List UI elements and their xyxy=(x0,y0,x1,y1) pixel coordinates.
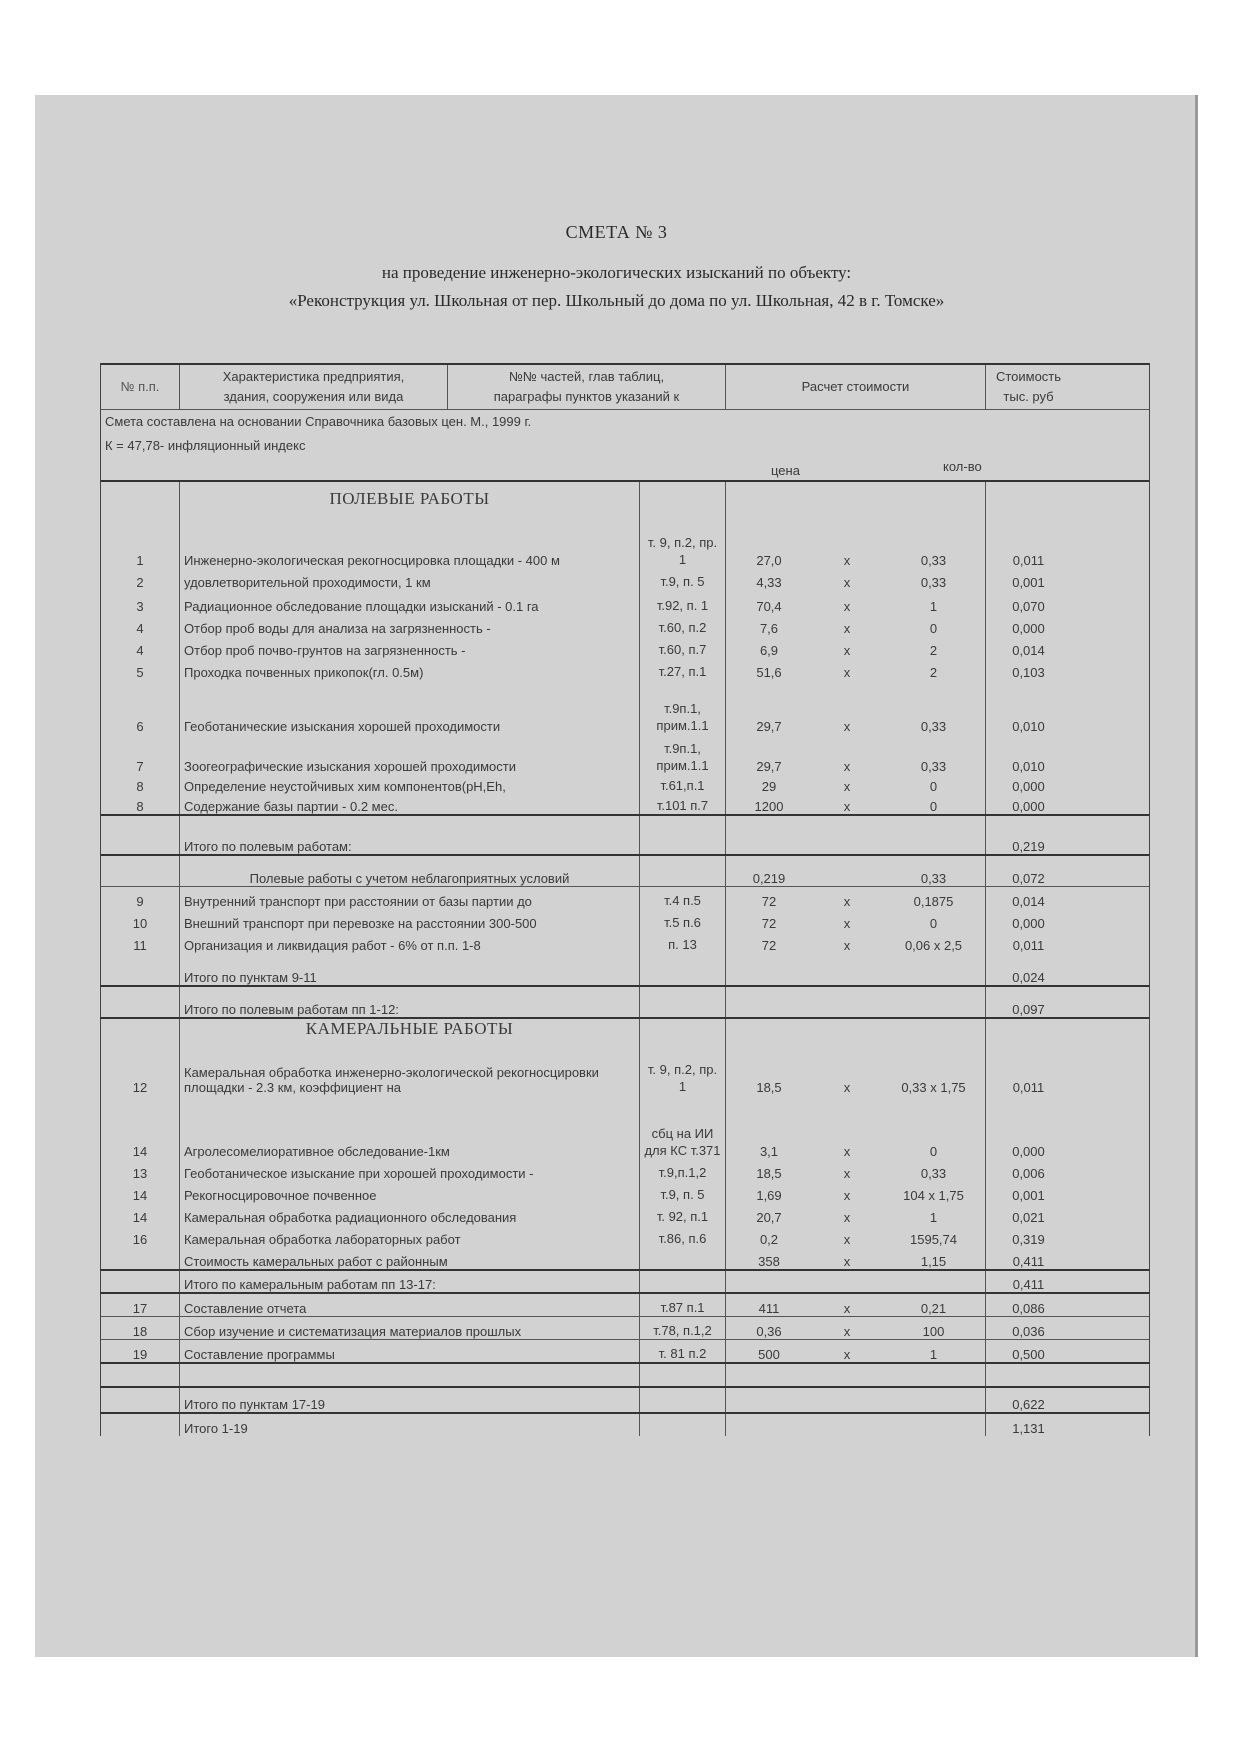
table-row xyxy=(100,909,1150,931)
row-cost: 0,000 xyxy=(1012,621,1045,636)
field-grand-total-row xyxy=(100,985,1150,1019)
row-description: Камеральная обработка инженерно-экологической рекогносцировки площадки - 2.3 км, коэффициент на xyxy=(180,1039,640,1095)
row-quantity: 0 xyxy=(882,614,986,636)
row-cost: 0,001 xyxy=(1012,1188,1045,1203)
row-reference: т.101 п.7 xyxy=(640,794,726,814)
note-index: К = 47,78- инфляционный индекс xyxy=(105,438,306,453)
row-number: 14 xyxy=(101,1095,180,1159)
cell-empty xyxy=(726,1364,812,1386)
cell-empty xyxy=(180,1364,640,1386)
row-multiply-sign: x xyxy=(843,1254,851,1269)
cell-empty xyxy=(986,1019,1071,1039)
cell-empty xyxy=(640,1414,726,1436)
row-number: 8 xyxy=(101,794,180,814)
table-row xyxy=(100,1159,1150,1181)
table-row xyxy=(100,516,1150,568)
table-row xyxy=(100,1316,1150,1339)
row-price: 70,4 xyxy=(756,599,782,614)
estimate-table xyxy=(100,363,1150,1436)
row-cost: 0,036 xyxy=(1012,1324,1045,1339)
document-object: «Реконструкция ул. Школьная от пер. Школьный до дома по ул. Школьная, 42 в г. Томске» xyxy=(288,291,945,310)
row-reference: т.9,п.1,2 xyxy=(640,1159,726,1181)
row-quantity: 0,21 xyxy=(882,1294,986,1316)
cell-empty xyxy=(101,987,180,1017)
row-reference xyxy=(640,1247,726,1269)
row-quantity: 1595,74 xyxy=(882,1225,986,1247)
transport-rows xyxy=(100,887,1150,953)
row-description: удовлетворительной проходимости, 1 км xyxy=(180,568,640,590)
row-number: 6 xyxy=(101,680,180,734)
grand-total-value: 1,131 xyxy=(1012,1421,1045,1436)
cell-empty xyxy=(986,482,1071,516)
table-row xyxy=(100,568,1150,590)
field-grand-total-value: 0,097 xyxy=(1012,1002,1045,1017)
cell-empty xyxy=(882,987,986,1017)
row-price: 3,1 xyxy=(759,1144,779,1159)
row-quantity: 0 xyxy=(882,774,986,794)
row-description: Составление программы xyxy=(180,1340,640,1362)
row-number: 5 xyxy=(101,658,180,680)
row-cost: 0,011 xyxy=(1012,1080,1045,1095)
row-reference: т.86, п.6 xyxy=(640,1225,726,1247)
row-reference: т. 81 п.2 xyxy=(640,1340,726,1362)
document-title: СМЕТА № 3 xyxy=(565,222,668,242)
row-cost: 0,000 xyxy=(1012,799,1045,814)
row-price: 27,0 xyxy=(756,553,782,568)
row-description: Геоботаническое изыскание при хорошей проходимости - xyxy=(180,1159,640,1181)
row-reference: т.9, п. 5 xyxy=(640,1181,726,1203)
label-price: цена xyxy=(771,463,800,478)
row-multiply-sign: x xyxy=(843,1232,851,1247)
cell-empty xyxy=(101,856,180,886)
cell-empty xyxy=(640,1271,726,1292)
office-total-value: 0,411 xyxy=(1012,1277,1045,1292)
row-number: 16 xyxy=(101,1225,180,1247)
table-header xyxy=(100,363,1150,410)
row-price: 7,6 xyxy=(759,621,779,636)
row-cost: 0,014 xyxy=(1012,894,1045,909)
header-no: № п.п. xyxy=(101,365,180,409)
cell-empty xyxy=(726,482,812,516)
row-number: 3 xyxy=(101,590,180,614)
row-cost: 0,319 xyxy=(1012,1232,1045,1247)
cell-empty xyxy=(726,987,812,1017)
cell-empty xyxy=(726,1019,812,1039)
field-adjusted-price: 0,219 xyxy=(752,871,786,886)
row-quantity: 0,33 x 1,75 xyxy=(882,1039,986,1095)
row-quantity: 1 xyxy=(882,590,986,614)
cell-empty xyxy=(812,1364,882,1386)
header-calc: Расчет стоимости xyxy=(726,365,986,409)
row-reference: т.61,п.1 xyxy=(640,774,726,794)
cell-empty xyxy=(882,1388,986,1412)
cell-empty xyxy=(101,482,180,516)
table-row xyxy=(100,658,1150,680)
row-number: 12 xyxy=(101,1039,180,1095)
transport-total-label: Итого по пунктам 9-11 xyxy=(180,953,640,985)
row-quantity: 0 xyxy=(882,794,986,814)
row-cost: 0,010 xyxy=(1012,759,1045,774)
row-cost: 0,011 xyxy=(1012,553,1045,568)
row-cost: 0,500 xyxy=(1012,1347,1045,1362)
cell-empty xyxy=(101,1271,180,1292)
cell-empty xyxy=(640,482,726,516)
cell-empty xyxy=(882,816,986,854)
row-cost: 0,000 xyxy=(1012,916,1045,931)
row-price: 411 xyxy=(758,1301,780,1316)
row-number: 18 xyxy=(101,1317,180,1339)
cell-empty xyxy=(101,953,180,985)
row-price: 29 xyxy=(761,779,777,794)
row-price: 358 xyxy=(758,1254,780,1269)
cell-empty xyxy=(101,1388,180,1412)
cell-empty xyxy=(726,1271,812,1292)
row-quantity: 0,33 xyxy=(882,1159,986,1181)
row-reference: т. 9, п.2, пр. 1 xyxy=(640,516,726,568)
header-cost-line1: Стоимость xyxy=(995,369,1062,384)
row-price: 72 xyxy=(761,916,777,931)
cell-empty xyxy=(640,1364,726,1386)
cell-empty xyxy=(812,953,882,985)
cell-empty xyxy=(882,1271,986,1292)
table-row xyxy=(100,1225,1150,1247)
table-row xyxy=(100,1292,1150,1316)
section-office-header xyxy=(100,1019,1150,1039)
row-number: 10 xyxy=(101,909,180,931)
row-multiply-sign: x xyxy=(843,779,851,794)
table-notes xyxy=(100,410,1150,482)
row-number: 11 xyxy=(101,931,180,953)
cell-empty xyxy=(640,1388,726,1412)
final-rows xyxy=(100,1292,1150,1362)
cell-empty xyxy=(101,1414,180,1436)
row-number: 7 xyxy=(101,734,180,774)
row-price: 0,36 xyxy=(756,1324,782,1339)
row-quantity: 1,15 xyxy=(882,1247,986,1269)
row-multiply-sign: x xyxy=(843,1144,851,1159)
row-multiply-sign: x xyxy=(843,553,851,568)
row-number: 13 xyxy=(101,1159,180,1181)
table-row xyxy=(100,614,1150,636)
table-row xyxy=(100,1203,1150,1225)
row-price: 20,7 xyxy=(756,1210,782,1225)
row-quantity: 1 xyxy=(882,1203,986,1225)
row-multiply-sign: x xyxy=(843,916,851,931)
cell-empty xyxy=(640,856,726,886)
field-adjusted-qty: 0,33 xyxy=(882,856,986,886)
grand-total-label: Итого 1-19 xyxy=(180,1414,640,1436)
row-multiply-sign: x xyxy=(843,1347,851,1362)
row-cost: 0,411 xyxy=(1012,1254,1045,1269)
field-rows xyxy=(100,516,1150,814)
row-quantity: 0,33 xyxy=(882,680,986,734)
row-quantity: 0,33 xyxy=(882,568,986,590)
row-multiply-sign: x xyxy=(843,1301,851,1316)
table-row xyxy=(100,794,1150,814)
cell-empty xyxy=(882,1414,986,1436)
row-number: 19 xyxy=(101,1340,180,1362)
row-description: Камеральная обработка радиационного обследования xyxy=(180,1203,640,1225)
header-desc xyxy=(180,365,448,409)
row-multiply-sign: x xyxy=(843,719,851,734)
row-description: Отбор проб воды для анализа на загрязненность - xyxy=(180,614,640,636)
table-row xyxy=(100,636,1150,658)
field-total-value: 0,219 xyxy=(1012,839,1045,854)
office-total-label: Итого по камеральным работам пп 13-17: xyxy=(180,1271,640,1292)
row-description: Проходка почвенных прикопок(гл. 0.5м) xyxy=(180,658,640,680)
row-cost: 0,000 xyxy=(1012,779,1045,794)
row-reference: т. 92, п.1 xyxy=(640,1203,726,1225)
field-total-row xyxy=(100,814,1150,854)
row-price: 0,2 xyxy=(759,1232,779,1247)
row-description: Стоимость камеральных работ с районным xyxy=(180,1247,640,1269)
row-reference: т.27, п.1 xyxy=(640,658,726,680)
row-description: Отбор проб почво-грунтов на загрязненность - xyxy=(180,636,640,658)
transport-total-row xyxy=(100,953,1150,985)
table-row xyxy=(100,774,1150,794)
row-reference: т. 9, п.2, пр. 1 xyxy=(640,1039,726,1095)
row-number: 1 xyxy=(101,516,180,568)
office-rows xyxy=(100,1039,1150,1269)
cell-empty xyxy=(101,1019,180,1039)
field-grand-total-label: Итого по полевым работам пп 1-12: xyxy=(180,987,640,1017)
row-cost: 0,086 xyxy=(1012,1301,1045,1316)
row-multiply-sign: x xyxy=(843,575,851,590)
row-multiply-sign: x xyxy=(843,799,851,814)
row-multiply-sign: x xyxy=(843,759,851,774)
office-total-row xyxy=(100,1269,1150,1292)
row-quantity: 0,33 xyxy=(882,734,986,774)
cell-empty xyxy=(812,1271,882,1292)
note-source: Смета составлена на основании Справочника базовых цен. М., 1999 г. xyxy=(105,414,532,429)
page-edge-shadow xyxy=(1195,95,1198,1657)
row-quantity: 2 xyxy=(882,636,986,658)
row-description: Инженерно-экологическая рекогносцировка площадки - 400 м xyxy=(180,516,640,568)
header-ref xyxy=(448,365,726,409)
row-multiply-sign: x xyxy=(843,621,851,636)
section-office-title: КАМЕРАЛЬНЫЕ РАБОТЫ xyxy=(180,1019,640,1039)
section-field-title: ПОЛЕВЫЕ РАБОТЫ xyxy=(180,482,640,516)
cell-empty xyxy=(812,1388,882,1412)
row-price: 29,7 xyxy=(756,719,782,734)
table-row xyxy=(100,887,1150,909)
row-cost: 0,001 xyxy=(1012,575,1045,590)
row-multiply-sign: x xyxy=(843,665,851,680)
row-quantity: 0,1875 xyxy=(882,887,986,909)
row-number: 2 xyxy=(101,568,180,590)
cell-empty xyxy=(640,1019,726,1039)
header-cost-line2: тыс. руб xyxy=(1003,389,1054,404)
row-number: 9 xyxy=(101,887,180,909)
row-number: 4 xyxy=(101,614,180,636)
cell-empty xyxy=(812,1414,882,1436)
cell-empty xyxy=(812,856,882,886)
row-price: 18,5 xyxy=(756,1080,782,1095)
row-cost: 0,011 xyxy=(1012,938,1045,953)
final-total-label: Итого по пунктам 17-19 xyxy=(180,1388,640,1412)
table-row xyxy=(100,734,1150,774)
row-price: 500 xyxy=(758,1347,780,1362)
row-multiply-sign: x xyxy=(843,1080,851,1095)
row-reference: т.9п.1, прим.1.1 xyxy=(640,680,726,734)
row-multiply-sign: x xyxy=(843,894,851,909)
row-quantity: 0 xyxy=(882,909,986,931)
header-desc-line2: здания, сооружения или вида xyxy=(223,389,404,404)
label-qty: кол-во xyxy=(943,459,982,474)
row-quantity: 100 xyxy=(882,1317,986,1339)
table-row xyxy=(100,1247,1150,1269)
row-multiply-sign: x xyxy=(843,1210,851,1225)
transport-total-value: 0,024 xyxy=(1012,970,1045,985)
row-quantity: 0,06 x 2,5 xyxy=(882,931,986,953)
field-adjusted-row xyxy=(100,854,1150,887)
header-ref-line2: параграфы пунктов указаний к xyxy=(493,389,680,404)
final-total-row xyxy=(100,1386,1150,1412)
row-reference: т.9, п. 5 xyxy=(640,568,726,590)
cell-empty xyxy=(882,1019,986,1039)
row-description: Внутренний транспорт при расстоянии от базы партии до xyxy=(180,887,640,909)
row-number: 14 xyxy=(101,1203,180,1225)
table-row xyxy=(100,680,1150,734)
row-multiply-sign: x xyxy=(843,599,851,614)
field-adjusted-label: Полевые работы с учетом неблагоприятных условий xyxy=(180,856,640,886)
row-price: 72 xyxy=(761,894,777,909)
row-reference: т.60, п.2 xyxy=(640,614,726,636)
row-cost: 0,021 xyxy=(1012,1210,1045,1225)
row-cost: 0,070 xyxy=(1012,599,1045,614)
row-quantity: 0 xyxy=(882,1095,986,1159)
row-price: 1200 xyxy=(754,799,784,814)
final-total-value: 0,622 xyxy=(1012,1397,1045,1412)
row-description: Внешний транспорт при перевозке на расстоянии 300-500 xyxy=(180,909,640,931)
cell-empty xyxy=(986,1364,1071,1386)
row-reference: п. 13 xyxy=(640,931,726,953)
row-description: Сбор изучение и систематизация материалов прошлых xyxy=(180,1317,640,1339)
row-number: 4 xyxy=(101,636,180,658)
row-price: 29,7 xyxy=(756,759,782,774)
row-price: 1,69 xyxy=(756,1188,782,1203)
row-price: 18,5 xyxy=(756,1166,782,1181)
cell-empty xyxy=(726,1414,812,1436)
row-reference: т.78, п.1,2 xyxy=(640,1317,726,1339)
cell-empty xyxy=(101,1364,180,1386)
row-description: Составление отчета xyxy=(180,1294,640,1316)
row-reference: т.60, п.7 xyxy=(640,636,726,658)
row-price: 72 xyxy=(761,938,777,953)
row-cost: 0,014 xyxy=(1012,643,1045,658)
grand-total-row xyxy=(100,1412,1150,1436)
document-subtitle: на проведение инженерно-экологических изысканий по объекту: xyxy=(381,263,852,282)
table-row xyxy=(100,1339,1150,1362)
cell-empty xyxy=(726,816,812,854)
row-number: 8 xyxy=(101,774,180,794)
cell-empty xyxy=(640,953,726,985)
field-adjusted-value: 0,072 xyxy=(1012,871,1045,886)
row-quantity: 0,33 xyxy=(882,516,986,568)
header-cost xyxy=(986,365,1071,409)
row-description: Радиационное обследование площадки изысканий - 0.1 га xyxy=(180,590,640,614)
row-quantity: 1 xyxy=(882,1340,986,1362)
row-cost: 0,103 xyxy=(1012,665,1045,680)
row-number: 14 xyxy=(101,1181,180,1203)
scanned-page xyxy=(35,95,1198,1657)
field-total-label: Итого по полевым работам: xyxy=(180,816,640,854)
row-description: Определение неустойчивых хим компонентов(pH,Eh, xyxy=(180,774,640,794)
table-row xyxy=(100,931,1150,953)
cell-empty xyxy=(640,816,726,854)
row-reference: т.5 п.6 xyxy=(640,909,726,931)
row-description: Организация и ликвидация работ - 6% от п.п. 1-8 xyxy=(180,931,640,953)
row-cost: 0,010 xyxy=(1012,719,1045,734)
cell-empty xyxy=(882,482,986,516)
row-description: Агролесомелиоративное обследование-1км xyxy=(180,1095,640,1159)
row-description: Зоогеографические изыскания хорошей проходимости xyxy=(180,734,640,774)
row-description: Геоботанические изыскания хорошей проходимости xyxy=(180,680,640,734)
cell-empty xyxy=(726,1388,812,1412)
table-row xyxy=(100,590,1150,614)
cell-empty xyxy=(726,953,812,985)
row-multiply-sign: x xyxy=(843,643,851,658)
row-reference: т.87 п.1 xyxy=(640,1294,726,1316)
blank-row xyxy=(100,1362,1150,1386)
table-row xyxy=(100,1039,1150,1095)
row-number: 17 xyxy=(101,1294,180,1316)
cell-empty xyxy=(101,816,180,854)
cell-empty xyxy=(882,953,986,985)
row-reference: сбц на ИИ для КС т.371 xyxy=(640,1095,726,1159)
row-quantity: 104 x 1,75 xyxy=(882,1181,986,1203)
row-multiply-sign: x xyxy=(843,938,851,953)
cell-empty xyxy=(812,1019,882,1039)
cell-empty xyxy=(640,987,726,1017)
row-description: Камеральная обработка лабораторных работ xyxy=(180,1225,640,1247)
header-desc-line1: Характеристика предприятия, xyxy=(222,369,405,384)
row-description: Рекогносцировочное почвенное xyxy=(180,1181,640,1203)
row-price: 4,33 xyxy=(756,575,782,590)
cell-empty xyxy=(812,987,882,1017)
row-cost: 0,000 xyxy=(1012,1144,1045,1159)
cell-empty xyxy=(812,482,882,516)
table-row xyxy=(100,1181,1150,1203)
row-price: 6,9 xyxy=(759,643,779,658)
table-row xyxy=(100,1095,1150,1159)
header-ref-line1: №№ частей, глав таблиц, xyxy=(508,369,665,384)
row-multiply-sign: x xyxy=(843,1166,851,1181)
row-description: Содержание базы партии - 0.2 мес. xyxy=(180,794,640,814)
row-multiply-sign: x xyxy=(843,1324,851,1339)
cell-empty xyxy=(882,1364,986,1386)
row-number xyxy=(101,1247,180,1269)
cell-empty xyxy=(812,816,882,854)
row-reference: т.4 п.5 xyxy=(640,887,726,909)
row-cost: 0,006 xyxy=(1012,1166,1045,1181)
section-field-header xyxy=(100,482,1150,516)
row-reference: т.9п.1, прим.1.1 xyxy=(640,734,726,774)
row-reference: т.92, п. 1 xyxy=(640,590,726,614)
row-price: 51,6 xyxy=(756,665,782,680)
row-quantity: 2 xyxy=(882,658,986,680)
row-multiply-sign: x xyxy=(843,1188,851,1203)
